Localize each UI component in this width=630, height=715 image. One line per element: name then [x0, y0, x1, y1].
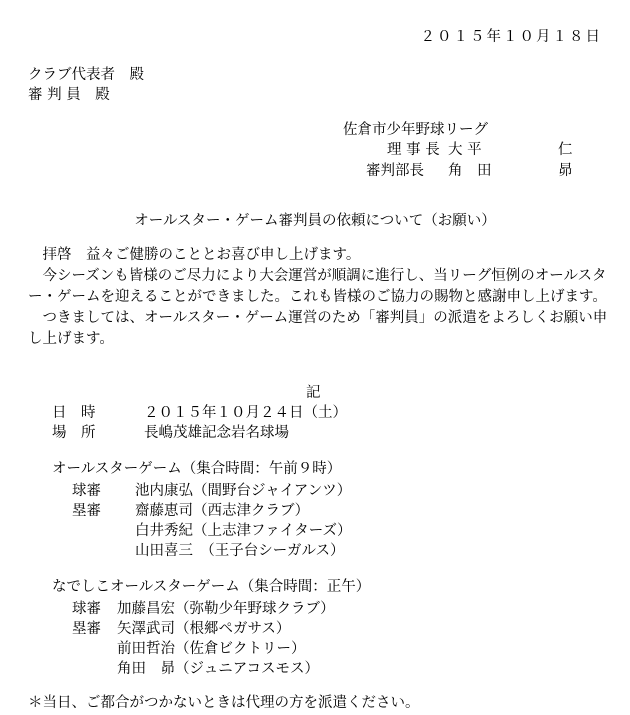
letter-title: オールスター・ゲーム審判員の依頼について（お願い）: [134, 213, 496, 229]
game-nadeshiko-base-umpire-3: 角田 昴（ジュニアコスモス）: [117, 661, 319, 677]
detail-place-value: 長嶋茂雄記念岩名球場: [144, 425, 289, 441]
signer-role: 審判部長: [366, 163, 424, 179]
signer-family-name: 角 田: [448, 163, 492, 179]
signer-given-name: 昴: [558, 163, 573, 179]
footnote: ＊当日、ご都合がつかないときは代理の方を派遣ください。: [28, 695, 420, 711]
game-nadeshiko-base-umpire-1: 矢澤武司（根郷ペガサス）: [117, 621, 291, 637]
game-nadeshiko-base-label: 塁審: [72, 621, 101, 637]
signer-given-name: 仁: [558, 142, 573, 158]
game-allstar-base-umpire-2: 白井秀紀（上志津ファイターズ）: [135, 523, 352, 539]
detail-date-value: ２０１５年１０月２４日（土）: [144, 405, 347, 421]
detail-date-label: 日 時: [52, 405, 96, 421]
game-allstar-base-umpire-1: 齋藤恵司（西志津クラブ）: [135, 503, 310, 519]
game-nadeshiko-plate-label: 球審: [72, 601, 101, 617]
recipient-umpires: 審 判 員 殿: [28, 87, 110, 103]
recipient-club-representatives: クラブ代表者 殿: [28, 67, 144, 83]
game-nadeshiko-heading: なでしこオールスターゲーム（集合時間：正午）: [52, 579, 371, 595]
detail-date-row: [52, 404, 347, 423]
signer-umpire-chief: [366, 162, 573, 181]
body-paragraph-request: つきましては、オールスター・ゲーム運営のため「審判員」の派遣をよろしくお願い申し上げます。: [28, 310, 608, 347]
detail-place-label: 場 所: [52, 425, 96, 441]
signer-family-name: 大 平: [448, 142, 482, 158]
game-allstar-heading: オールスターゲーム（集合時間：午前９時）: [52, 461, 342, 477]
body-paragraph-thanks: 今シーズンも皆様のご尽力により大会運営が順調に進行し、当リーグ恒例のオールスター・ゲームを迎えることができました。これも皆様のご協力の賜物と感謝申し上げます。: [28, 268, 607, 305]
signer-role: 理 事 長: [387, 142, 440, 158]
letter-body: [28, 245, 613, 350]
detail-place-row: [52, 424, 289, 443]
game-nadeshiko-plate-umpire: 加藤昌宏（弥勒少年野球クラブ）: [117, 601, 335, 617]
signer-chairman: [387, 141, 573, 160]
game-allstar-plate-umpire: 池内康弘（間野台ジャイアンツ）: [135, 483, 352, 499]
sender-organization: 佐倉市少年野球リーグ: [343, 122, 488, 138]
game-allstar-base-label: 塁審: [72, 503, 101, 519]
body-paragraph-greeting: 拝啓 益々ご健勝のこととお喜び申し上げます。: [42, 247, 361, 263]
ki-marker: 記: [306, 385, 321, 401]
game-nadeshiko-base-umpire-2: 前田哲治（佐倉ビクトリー）: [117, 641, 306, 657]
game-allstar-base-umpire-3: 山田喜三 （王子台シーガルス）: [135, 543, 345, 559]
letter-date: ２０１５年１０月１８日: [420, 29, 602, 45]
game-allstar-plate-label: 球審: [72, 483, 101, 499]
